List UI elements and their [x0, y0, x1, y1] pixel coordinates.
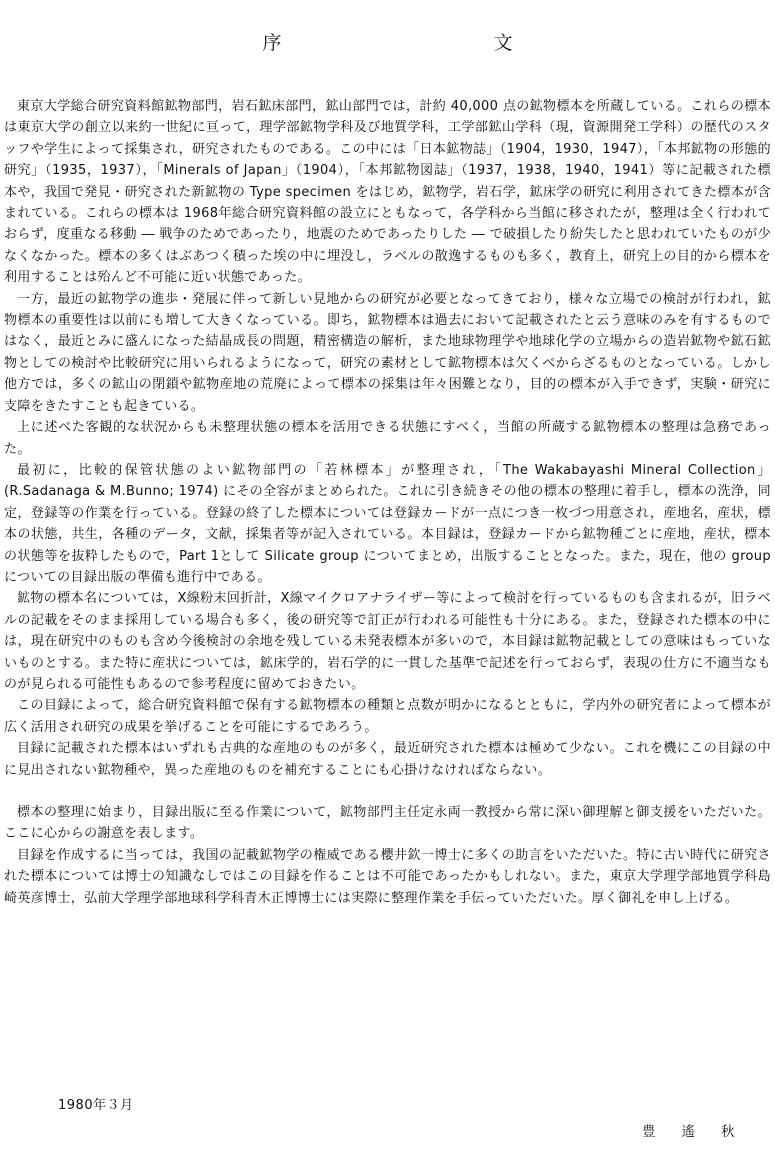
- author-signature: 豊遙秋: [642, 1124, 761, 1140]
- preface-body: [4, 96, 771, 909]
- paragraph-urgency: 上に述べた客観的な状況からも未整理状態の標本を活用できる状態にすべく，当館の所蔵する鉱物標本の整理は急務であった。: [4, 420, 771, 457]
- paragraph-mineralogy-progress: 一方，最近の鉱物学の進歩・発展に伴って新しい見地からの研究が必要となってきており，様々な立場での検討が行われ，鉱物標本の重要性は以前にも増して大きくなっている。即ち，鉱物標本は過去において記載されたと云う意味のみを有するものではなく，最近とみに盛んになった結晶成長の問題，精密構造の解析，また地球物理学や地球化学の立場からの造岩鉱物や鉱石鉱物としての検討や比較研究に用いられるようになって，研究の素材として鉱物標本は欠くべからざるものとなっている。しかし他方では，多くの鉱山の閉鎖や鉱物産地の荒廃によって標本の採集は年々困難となり，目的の標本が入手できず，実験・研究に支障をきたすことも起きている。: [4, 291, 771, 414]
- date-line: 1980年３月: [58, 1098, 134, 1113]
- paragraph-collection-history: 東京大学総合研究資料館鉱物部門，岩石鉱床部門，鉱山部門では，計約 40,000 点の鉱物標本を所蔵している。これらの標本は東京大学の創立以来約一世紀に亘って，理学部鉱物学科及び地質学科，工学部鉱山学科（現，資源開発工学科）の歴代のスタッフや学生によって採集され，研究されたものである。この中には「日本鉱物誌」（1904，1930，1947），「本邦鉱物の形態的研究」（1935，1937），「Minerals of Japan」（1904），「本邦鉱物図誌」（1937，1938，1940，1941）等に記載された標本や，我国で発見・研究された新鉱物の Type specimen をはじめ，鉱物学，岩石学，鉱床学の研究に利用されてきた標本が含まれている。これらの標本は 1968年総合研究資料館の設立にともなって，各学科から当館に移されたが，整理は全く行われておらず，度重なる移動 ― 戦争のためであったり，地震のためであったりした ― で破損したり紛失したと思われていたものが少なくなかった。標本の多くはぶあつく積った埃の中に埋没し，ラベルの散逸するものも多く，教育上，研究上の目的から標本を利用することは殆んど不可能に近い状態であった。: [4, 99, 771, 286]
- page-title: 序 文: [262, 32, 571, 54]
- paragraph-acknowledgement-1: 標本の整理に始まり，目録出版に至る作業について，鉱物部門主任定永両一教授から常に深い御理解と御支援をいただいた。ここに心からの謝意を表します。: [4, 805, 771, 842]
- paragraph-specimen-names: 鉱物の標本名については，X線粉末回折計，X線マイクロアナライザー等によって検討を行っているものも含まれるが，旧ラベルの記載をそのまま採用している場合も多く，後の研究等で訂正が行われる可能性も十分にある。また，登録された標本の中には，現在研究中のものも含め今後検討の余地を残している未発表標本が多いので，本目録は鉱物記載としての意味はもっていないものとする。また特に産状については，鉱床学的，岩石学的に一貫した基準で記述を行っておらず，表現の仕方に不適当なものが見られる可能性もあるので参考程度に留めておきたい。: [4, 591, 771, 692]
- paragraph-catalogue-purpose: この目録によって，総合研究資料館で保有する鉱物標本の種類と点数が明かになるとともに，学内外の研究者によって標本が広く活用され研究の成果を挙げることを可能にするであろう。: [4, 698, 771, 735]
- paragraph-future-supplement: 目録に記載された標本はいずれも古典的な産地のものが多く，最近研究された標本は極めて少ない。これを機にこの目録の中に見出されない鉱物種や，異った産地のものを補充することにも心掛けなければならない。: [4, 741, 771, 778]
- paragraph-catalogue-work: 最初に，比較的保管状態のよい鉱物部門の「若林標本」が整理され，「The Wakabayashi Mineral Collection」(R.Sadanaga & M.Bunno; 1974) にその全容がまとめられた。これに引き続きその他の標本の整理に着手し，標本の洗浄，同定，登録等の作業を行っている。登録の終了した標本については登録カードが一点につき一枚づつ用意され，産地名，産状，標本の状態，共生，各種のデータ，文献，採集者等が記入されている。本目録は，登録カードから鉱物種ごとに産地，産状，標本の状態等を抜粋したもので，Part 1として Silicate group についてまとめ，出版することとなった。また，現在，他の group についての目録出版の準備も進行中である。: [4, 462, 771, 585]
- paragraph-acknowledgement-2: 目録を作成するに当っては，我国の記載鉱物学の権威である櫻井欽一博士に多くの助言をいただいた。特に古い時代に研究された標本については博士の知識なしではこの目録を作ることは不可能であったかもしれない。また，東京大学理学部地質学科島崎英彦博士，弘前大学理学部地球科学科青木正博博士には実際に整理作業を手伝っていただいた。厚く御礼を申し上げる。: [4, 847, 771, 906]
